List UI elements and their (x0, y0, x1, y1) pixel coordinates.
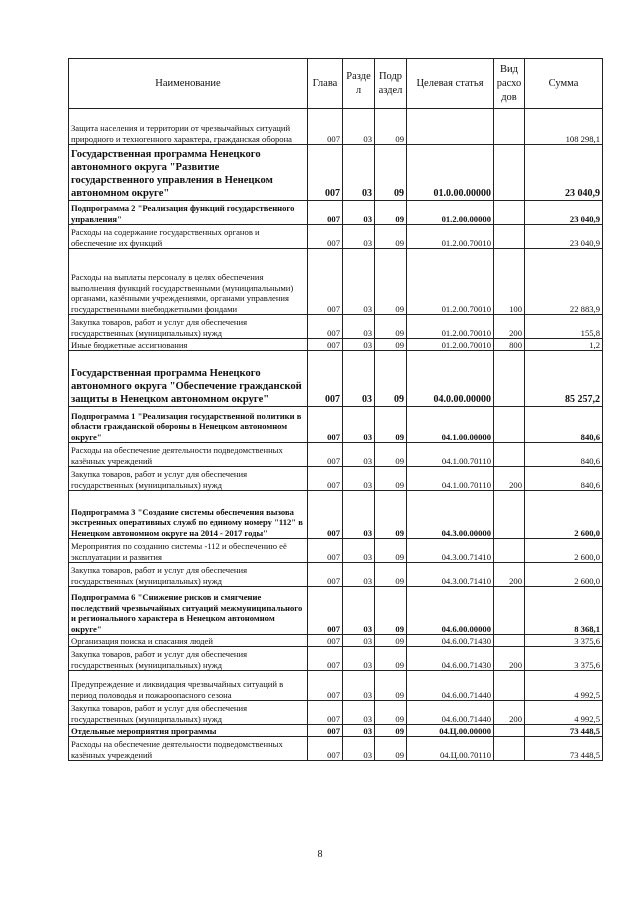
cell-name: Расходы на содержание государственных органов и обеспечение их функций (69, 225, 308, 249)
cell-sum: 73 448,5 (525, 737, 603, 761)
cell-name: Мероприятия по созданию системы -112 и обеспечению её эксплуатации и развития (69, 539, 308, 563)
table-row (69, 443, 603, 467)
cell-exp-type: 100 (494, 249, 525, 315)
cell-name: Закупка товаров, работ и услуг для обеспечения государственных (муниципальных) нужд (69, 467, 308, 491)
table-row (69, 737, 603, 761)
cell-exp-type (494, 145, 525, 201)
table-row (69, 201, 603, 225)
table-row (69, 315, 603, 339)
cell-subsection: 09 (375, 725, 407, 737)
cell-target: 04.6.00.71440 (407, 671, 494, 701)
cell-section: 03 (343, 351, 375, 407)
cell-sum: 2 600,0 (525, 491, 603, 539)
cell-name: Подпрограмма 6 "Снижение рисков и смягчение последствий чрезвычайных ситуаций межмуниципального и регионального характера в Ненецком автономном округе" (69, 587, 308, 635)
cell-name: Подпрограмма 2 "Реализация функций государственного управления" (69, 201, 308, 225)
cell-name: Организация поиска и спасания людей (69, 635, 308, 647)
cell-sum: 2 600,0 (525, 539, 603, 563)
cell-chapter: 007 (308, 737, 343, 761)
cell-section: 03 (343, 647, 375, 671)
cell-chapter: 007 (308, 407, 343, 443)
table-row (69, 491, 603, 539)
cell-exp-type (494, 201, 525, 225)
cell-chapter: 007 (308, 225, 343, 249)
cell-sum: 108 298,1 (525, 109, 603, 145)
cell-chapter: 007 (308, 539, 343, 563)
cell-name: Отдельные мероприятия программы (69, 725, 308, 737)
cell-target (407, 109, 494, 145)
cell-name: Предупреждение и ликвидация чрезвычайных ситуаций в период половодья и пожароопасного сезона (69, 671, 308, 701)
cell-subsection: 09 (375, 491, 407, 539)
table-row (69, 407, 603, 443)
budget-table (68, 58, 603, 761)
cell-target: 04.1.00.70110 (407, 467, 494, 491)
cell-sum: 2 600,0 (525, 563, 603, 587)
cell-subsection: 09 (375, 145, 407, 201)
cell-target: 01.2.00.70010 (407, 225, 494, 249)
cell-target: 04.6.00.71430 (407, 635, 494, 647)
cell-section: 03 (343, 225, 375, 249)
cell-section: 03 (343, 635, 375, 647)
cell-target: 01.2.00.70010 (407, 249, 494, 315)
header-section: Разде л (343, 59, 375, 109)
cell-subsection: 09 (375, 635, 407, 647)
cell-subsection: 09 (375, 443, 407, 467)
cell-section: 03 (343, 737, 375, 761)
cell-exp-type: 200 (494, 563, 525, 587)
cell-target: 04.1.00.00000 (407, 407, 494, 443)
cell-sum: 8 368,1 (525, 587, 603, 635)
header-exp-type: Вид расхо дов (494, 59, 525, 109)
cell-sum: 22 883,9 (525, 249, 603, 315)
table-row (69, 351, 603, 407)
table-row (69, 563, 603, 587)
cell-target: 04.6.00.00000 (407, 587, 494, 635)
cell-section: 03 (343, 407, 375, 443)
cell-exp-type (494, 491, 525, 539)
cell-sum: 155,8 (525, 315, 603, 339)
cell-section: 03 (343, 725, 375, 737)
cell-section: 03 (343, 443, 375, 467)
cell-subsection: 09 (375, 647, 407, 671)
cell-chapter: 007 (308, 145, 343, 201)
cell-name: Расходы на обеспечение деятельности подведомственных казённых учреждений (69, 737, 308, 761)
cell-target: 04.3.00.00000 (407, 491, 494, 539)
cell-name: Закупка товаров, работ и услуг для обеспечения государственных (муниципальных) нужд (69, 647, 308, 671)
cell-exp-type (494, 671, 525, 701)
cell-chapter: 007 (308, 443, 343, 467)
cell-chapter: 007 (308, 647, 343, 671)
cell-section: 03 (343, 109, 375, 145)
cell-sum: 1,2 (525, 339, 603, 351)
header-chapter: Глава (308, 59, 343, 109)
cell-name: Закупка товаров, работ и услуг для обеспечения государственных (муниципальных) нужд (69, 701, 308, 725)
cell-subsection: 09 (375, 351, 407, 407)
cell-target: 04.Ц.00.70110 (407, 737, 494, 761)
cell-sum: 4 992,5 (525, 701, 603, 725)
cell-sum: 23 040,9 (525, 201, 603, 225)
cell-chapter: 007 (308, 351, 343, 407)
cell-sum: 4 992,5 (525, 671, 603, 701)
cell-name: Подпрограмма 1 "Реализация государственной политики в области гражданской обороны в Ненецком автономном округе" (69, 407, 308, 443)
table-row (69, 225, 603, 249)
page-number: 8 (317, 849, 323, 860)
cell-chapter: 007 (308, 635, 343, 647)
cell-name: Закупка товаров, работ и услуг для обеспечения государственных (муниципальных) нужд (69, 563, 308, 587)
cell-name: Защита населения и территории от чрезвычайных ситуаций природного и техногенного характера, гражданская оборона (69, 109, 308, 145)
header-subsection: Подр аздел (375, 59, 407, 109)
cell-sum: 840,6 (525, 443, 603, 467)
table-row (69, 635, 603, 647)
cell-sum: 840,6 (525, 407, 603, 443)
budget-table-container (68, 58, 602, 761)
table-row (69, 647, 603, 671)
cell-exp-type (494, 725, 525, 737)
header-target: Целевая статья (407, 59, 494, 109)
cell-chapter: 007 (308, 725, 343, 737)
cell-exp-type: 800 (494, 339, 525, 351)
cell-sum: 23 040,9 (525, 225, 603, 249)
cell-target: 04.Ц.00.00000 (407, 725, 494, 737)
cell-subsection: 09 (375, 701, 407, 725)
cell-target: 04.6.00.71440 (407, 701, 494, 725)
cell-name: Закупка товаров, работ и услуг для обеспечения государственных (муниципальных) нужд (69, 315, 308, 339)
cell-subsection: 09 (375, 587, 407, 635)
cell-exp-type (494, 539, 525, 563)
cell-chapter: 007 (308, 249, 343, 315)
cell-chapter: 007 (308, 339, 343, 351)
cell-exp-type (494, 635, 525, 647)
cell-exp-type (494, 225, 525, 249)
cell-target: 04.6.00.71430 (407, 647, 494, 671)
cell-target: 01.2.00.00000 (407, 201, 494, 225)
cell-sum: 840,6 (525, 467, 603, 491)
cell-section: 03 (343, 249, 375, 315)
table-row (69, 339, 603, 351)
cell-section: 03 (343, 467, 375, 491)
cell-exp-type: 200 (494, 315, 525, 339)
header-name: Наименование (69, 59, 308, 109)
cell-exp-type (494, 109, 525, 145)
cell-chapter: 007 (308, 467, 343, 491)
cell-section: 03 (343, 339, 375, 351)
cell-exp-type: 200 (494, 701, 525, 725)
cell-subsection: 09 (375, 249, 407, 315)
cell-name: Государственная программа Ненецкого автономного округа "Развитие государственного управления в Ненецком автономном округе" (69, 145, 308, 201)
cell-chapter: 007 (308, 491, 343, 539)
cell-exp-type: 200 (494, 467, 525, 491)
cell-name: Расходы на выплаты персоналу в целях обеспечения выполнения функций государственными (муниципальными) органами, казёнными учреждениями, органами управления государственными внебюджетными фондами (69, 249, 308, 315)
table-row (69, 587, 603, 635)
cell-sum: 73 448,5 (525, 725, 603, 737)
cell-section: 03 (343, 587, 375, 635)
table-row (69, 539, 603, 563)
cell-subsection: 09 (375, 315, 407, 339)
cell-exp-type: 200 (494, 647, 525, 671)
cell-name: Подпрограмма 3 "Создание системы обеспечения вызова экстренных оперативных служб по единому номеру "112" в Ненецком автономном округе на 2014 - 2017 годы" (69, 491, 308, 539)
cell-subsection: 09 (375, 737, 407, 761)
cell-exp-type (494, 351, 525, 407)
cell-name: Расходы на обеспечение деятельности подведомственных казённых учреждений (69, 443, 308, 467)
table-header-row (69, 59, 603, 109)
cell-exp-type (494, 737, 525, 761)
table-row (69, 109, 603, 145)
cell-sum: 3 375,6 (525, 635, 603, 647)
cell-subsection: 09 (375, 109, 407, 145)
cell-section: 03 (343, 563, 375, 587)
table-row (69, 145, 603, 201)
cell-target: 01.0.00.00000 (407, 145, 494, 201)
cell-chapter: 007 (308, 201, 343, 225)
cell-name: Иные бюджетные ассигнования (69, 339, 308, 351)
table-row (69, 249, 603, 315)
cell-subsection: 09 (375, 467, 407, 491)
cell-subsection: 09 (375, 539, 407, 563)
cell-section: 03 (343, 315, 375, 339)
cell-chapter: 007 (308, 671, 343, 701)
table-row (69, 701, 603, 725)
cell-target: 04.3.00.71410 (407, 563, 494, 587)
cell-target: 01.2.00.70010 (407, 315, 494, 339)
cell-chapter: 007 (308, 563, 343, 587)
cell-subsection: 09 (375, 201, 407, 225)
cell-section: 03 (343, 671, 375, 701)
cell-section: 03 (343, 145, 375, 201)
cell-target: 04.3.00.71410 (407, 539, 494, 563)
cell-sum: 85 257,2 (525, 351, 603, 407)
header-sum: Сумма (525, 59, 603, 109)
cell-section: 03 (343, 539, 375, 563)
cell-exp-type (494, 407, 525, 443)
cell-target: 04.1.00.70110 (407, 443, 494, 467)
cell-section: 03 (343, 201, 375, 225)
cell-subsection: 09 (375, 671, 407, 701)
cell-sum: 3 375,6 (525, 647, 603, 671)
cell-section: 03 (343, 701, 375, 725)
cell-subsection: 09 (375, 563, 407, 587)
cell-section: 03 (343, 491, 375, 539)
cell-chapter: 007 (308, 315, 343, 339)
cell-exp-type (494, 443, 525, 467)
cell-subsection: 09 (375, 407, 407, 443)
cell-chapter: 007 (308, 109, 343, 145)
cell-chapter: 007 (308, 701, 343, 725)
cell-subsection: 09 (375, 225, 407, 249)
cell-chapter: 007 (308, 587, 343, 635)
cell-subsection: 09 (375, 339, 407, 351)
cell-exp-type (494, 587, 525, 635)
cell-sum: 23 040,9 (525, 145, 603, 201)
table-row (69, 671, 603, 701)
cell-target: 04.0.00.00000 (407, 351, 494, 407)
cell-name: Государственная программа Ненецкого автономного округа "Обеспечение гражданской защиты в Ненецком автономном округе" (69, 351, 308, 407)
cell-target: 01.2.00.70010 (407, 339, 494, 351)
table-row (69, 725, 603, 737)
table-row (69, 467, 603, 491)
